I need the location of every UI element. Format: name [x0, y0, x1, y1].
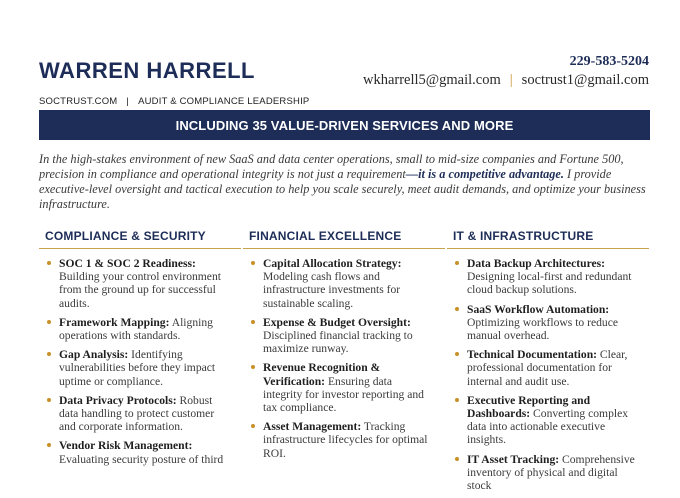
list-item	[39, 257, 229, 310]
subtitle-line	[39, 96, 309, 107]
column-heading: IT & INFRASTRUCTURE	[447, 229, 649, 249]
phone-number: 229-583-5204	[569, 54, 649, 69]
list-item	[447, 348, 637, 388]
service-list	[243, 257, 433, 460]
bullet-icon	[47, 320, 51, 324]
item-desc: Comprehensive inventory of physical and digital stock	[467, 452, 635, 493]
list-item	[243, 420, 433, 460]
tagline: AUDIT & COMPLIANCE LEADERSHIP	[138, 96, 310, 107]
item-title: Asset Management:	[263, 420, 362, 434]
intro-paragraph	[39, 152, 651, 212]
item-desc: Evaluating security posture of third	[59, 452, 224, 466]
bullet-icon	[47, 398, 51, 402]
item-desc: Modeling cash flows and infrastructure investments for sustainable scaling.	[263, 270, 401, 310]
item-title: SOC 1 & SOC 2 Readiness:	[59, 257, 196, 270]
item-title: Data Backup Architectures:	[467, 257, 606, 270]
list-item	[243, 361, 433, 414]
item-title: Capital Allocation Strategy:	[263, 257, 402, 270]
item-title: Revenue Recognition & Verification:	[263, 361, 381, 388]
item-desc: Aligning operations with standards.	[59, 315, 213, 343]
item-desc: Ensuring data integrity for investor reporting and tax compliance.	[263, 374, 424, 415]
list-item	[39, 316, 229, 342]
bullet-icon	[251, 424, 255, 428]
list-item	[447, 257, 637, 297]
candidate-name: WARREN HARRELL	[39, 58, 255, 83]
service-list	[447, 257, 637, 492]
item-desc: Converting complex data into actionable executive insights.	[467, 407, 629, 447]
item-desc: Clear, professional documentation for internal and audit use.	[467, 348, 628, 388]
list-item	[39, 348, 229, 388]
email-secondary[interactable]: soctrust1@gmail.com	[521, 72, 649, 88]
email-line	[363, 72, 649, 89]
list-item	[447, 303, 637, 343]
list-item	[243, 257, 433, 310]
item-title: Framework Mapping:	[59, 315, 170, 329]
item-title: Data Privacy Protocols:	[59, 393, 177, 407]
column-compliance-security	[39, 229, 229, 472]
item-title: Executive Reporting and Dashboards:	[467, 393, 591, 421]
column-heading: COMPLIANCE & SECURITY	[39, 229, 241, 249]
list-item	[39, 394, 229, 434]
item-desc: Identifying vulnerabilities before they impact uptime or compliance.	[59, 348, 216, 388]
item-desc: Designing local-first and redundant cloud backup solutions.	[467, 270, 632, 297]
list-item	[243, 316, 433, 356]
bullet-icon	[455, 398, 459, 402]
item-title: IT Asset Tracking:	[467, 452, 560, 466]
intro-text-after: I provide executive-level oversight and tactical execution to help you scale securely, meet audit demands, and optimize your business infrastructure.	[39, 167, 646, 211]
bullet-icon	[455, 261, 459, 265]
item-title: SaaS Workflow Automation:	[467, 302, 610, 316]
email-primary[interactable]: wkharrell5@gmail.com	[362, 72, 501, 88]
column-it-infrastructure	[447, 229, 637, 498]
bullet-icon	[251, 261, 255, 265]
subtitle-separator: |	[126, 96, 130, 107]
bullet-icon	[455, 352, 459, 356]
item-title: Gap Analysis:	[59, 348, 129, 362]
bullet-icon	[251, 320, 255, 324]
bullet-icon	[47, 261, 51, 265]
intro-text: In the high-stakes environment of new SaaS and data center operations, small to mid-size companies and Fortune 500, precision in compliance and operational integrity is not just a requirement	[39, 152, 624, 181]
item-title: Technical Documentation:	[467, 348, 597, 362]
item-desc: Optimizing workflows to reduce manual overhead.	[467, 315, 619, 343]
column-heading: FINANCIAL EXCELLENCE	[243, 229, 445, 249]
website-link[interactable]: SOCTRUST.COM	[39, 96, 118, 107]
list-item	[39, 439, 229, 465]
bullet-icon	[455, 307, 459, 311]
item-title: Expense & Budget Oversight:	[263, 315, 411, 329]
bullet-icon	[251, 365, 255, 369]
service-list	[39, 257, 229, 466]
item-desc: Robust data handling to protect customer and corporate information.	[59, 393, 215, 434]
bullet-icon	[47, 352, 51, 356]
services-banner: INCLUDING 35 VALUE-DRIVEN SERVICES AND MORE	[39, 110, 650, 140]
bullet-icon	[47, 443, 51, 447]
item-desc: Tracking infrastructure lifecycles for optimal ROI.	[263, 420, 428, 460]
item-title: Vendor Risk Management:	[59, 439, 193, 453]
column-financial-excellence	[243, 229, 433, 466]
item-desc: Building your control environment from the ground up for successful audits.	[59, 270, 221, 310]
item-desc: Disciplined financial tracking to maximize runway.	[263, 329, 413, 356]
email-separator: |	[509, 72, 513, 88]
intro-emphasis: —it is a competitive advantage.	[405, 167, 564, 181]
list-item	[447, 394, 637, 447]
